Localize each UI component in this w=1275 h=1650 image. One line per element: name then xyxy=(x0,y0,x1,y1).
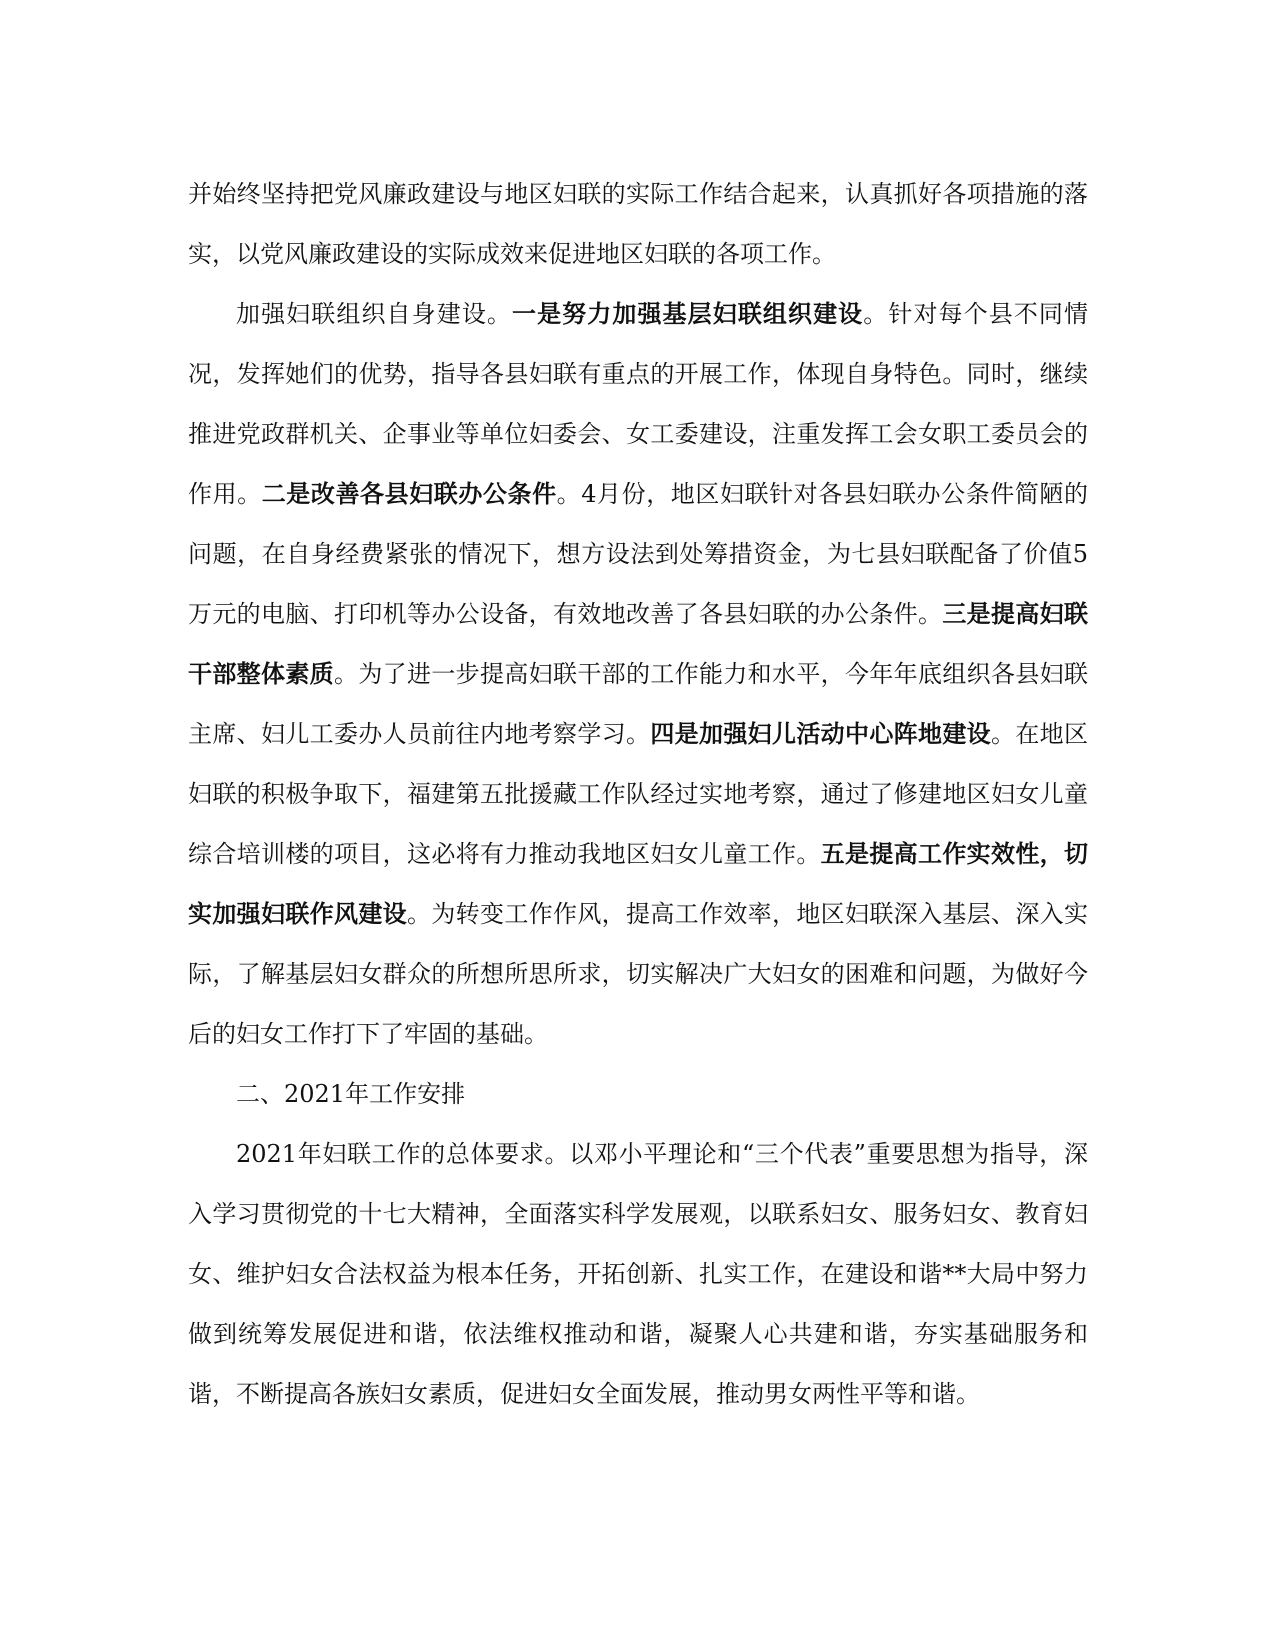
bold-heading-three: 三是提高妇联干部整体素质 xyxy=(188,600,1089,688)
paragraph-party-conduct xyxy=(188,164,1088,284)
text-run: 加强妇联组织自身建设。 xyxy=(236,300,512,328)
text-run: 。4月份，地区妇联针对各县妇联办公条件简陋的问题，在自身经费紧张的情况下，想方设法到处筹措资金，为七县妇联配备了价值5万元的电脑、打印机等办公设备，有效地改善了各县妇联的办公条件。 xyxy=(188,480,1088,628)
text-run: 。针对每个县不同情况，发挥她们的优势，指导各县妇联有重点的开展工作，体现自身特色。同时，继续推进党政群机关、企事业等单位妇委会、女工委建设，注重发挥工会女职工委员会的作用。 xyxy=(188,300,1089,508)
paragraph-2021-requirements xyxy=(188,1124,1088,1424)
paragraph-organization-building xyxy=(188,284,1088,1064)
text-run: 。为转变工作作风，提高工作效率，地区妇联深入基层、深入实际，了解基层妇女群众的所想所思所求，切实解决广大妇女的困难和问题，为做好今后的妇女工作打下了牢固的基础。 xyxy=(188,900,1088,1048)
bold-heading-five: 五是提高工作实效性，切实加强妇联作风建设 xyxy=(188,840,1089,928)
text-run: 并始终坚持把党风廉政建设与地区妇联的实际工作结合起来，认真抓好各项措施的落实，以党风廉政建设的实际成效来促进地区妇联的各项工作。 xyxy=(188,180,1088,268)
bold-heading-four: 四是加强妇儿活动中心阵地建设 xyxy=(650,720,992,748)
section-heading-2021-plan xyxy=(188,1064,1088,1124)
text-run: 。为了进一步提高妇联干部的工作能力和水平，今年年底组织各县妇联主席、妇儿工委办人员前往内地考察学习。 xyxy=(188,660,1088,748)
text-run: 2021年妇联工作的总体要求。以邓小平理论和“三个代表”重要思想为指导，深入学习贯彻党的十七大精神，全面落实科学发展观，以联系妇女、服务妇女、教育妇女、维护妇女合法权益为根本任务，开拓创新、扎实工作，在建设和谐**大局中努力做到统筹发展促进和谐，依法维权推动和谐，凝聚人心共建和谐，夯实基础服务和谐，不断提高各族妇女素质，促进妇女全面发展，推动男女两性平等和谐。 xyxy=(188,1140,1088,1408)
bold-heading-two: 二是改善各县妇联办公条件 xyxy=(261,480,557,508)
bold-heading-one: 一是努力加强基层妇联组织建设 xyxy=(512,300,864,328)
text-run: 二、2021年工作安排 xyxy=(236,1080,466,1108)
document-body xyxy=(188,164,1088,1424)
text-run: 。在地区妇联的积极争取下，福建第五批援藏工作队经过实地考察，通过了修建地区妇女儿童综合培训楼的项目，这必将有力推动我地区妇女儿童工作。 xyxy=(188,720,1089,868)
